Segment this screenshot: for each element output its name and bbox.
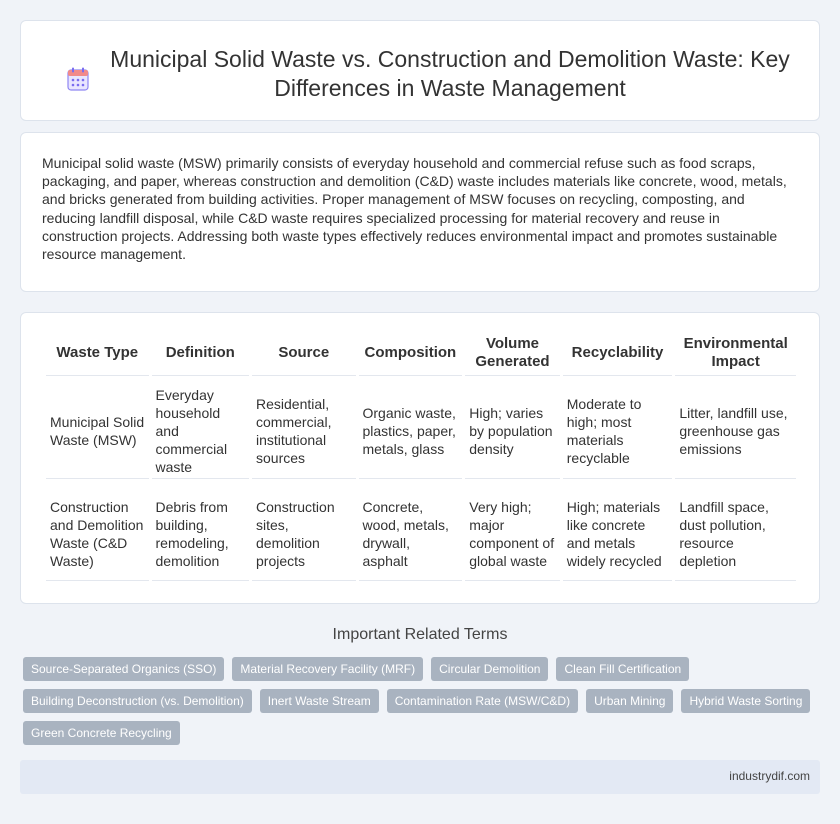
table-cell: Moderate to high; most materials recyclable — [563, 376, 673, 479]
table-cell: Municipal Solid Waste (MSW) — [46, 376, 149, 479]
table-cell: Construction and Demolition Waste (C&D Waste) — [46, 479, 149, 581]
related-term-tag[interactable]: Green Concrete Recycling — [23, 721, 180, 745]
related-term-tag[interactable]: Circular Demolition — [431, 657, 548, 681]
related-term-tag[interactable]: Contamination Rate (MSW/C&D) — [387, 689, 578, 713]
table-cell: Concrete, wood, metals, drywall, asphalt — [359, 479, 463, 581]
related-terms-title: Important Related Terms — [332, 626, 508, 643]
related-term-tag[interactable]: Clean Fill Certification — [556, 657, 689, 681]
intro-paragraph: Municipal solid waste (MSW) primarily consists of everyday household and commercial refuse such as food scraps, packaging, and paper, whereas construction and demolition (C&D) waste includes materials like concrete, wood, metals, and bricks generated from building activities. Proper management of MSW focuses on recycling, composting, and reducing landfill disposal, while C&D waste requires specialized processing for material recovery and reuse in construction projects. Addressing both waste types effectively reduces environmental impact and promotes sustainable resource management. — [42, 155, 787, 263]
table-cell: High; materials like concrete and metals widely recycled — [563, 479, 673, 581]
comparison-table — [43, 335, 799, 581]
related-term-tag[interactable]: Hybrid Waste Sorting — [681, 689, 810, 713]
related-term-tag[interactable]: Building Deconstruction (vs. Demolition) — [23, 689, 252, 713]
related-term-tag[interactable]: Urban Mining — [586, 689, 673, 713]
related-terms-list — [23, 657, 823, 745]
table-cell: Landfill space, dust pollution, resource depletion — [675, 479, 796, 581]
table-cell: High; varies by population density — [465, 376, 560, 479]
footer-site-link[interactable]: industrydif.com — [729, 769, 810, 783]
column-header: Source — [252, 335, 355, 376]
related-term-tag[interactable]: Source-Separated Organics (SSO) — [23, 657, 224, 681]
table-header-row — [46, 335, 796, 376]
page-title: Municipal Solid Waste vs. Construction and Demolition Waste: Key Differences in Waste Management — [110, 46, 790, 101]
column-header: Volume Generated — [465, 335, 560, 376]
table-row — [46, 376, 796, 479]
table-cell: Debris from building, remodeling, demolition — [152, 479, 250, 581]
table-cell: Everyday household and commercial waste — [152, 376, 250, 479]
column-header: Waste Type — [46, 335, 149, 376]
table-cell: Residential, commercial, institutional sources — [252, 376, 355, 479]
intro-card — [20, 132, 820, 292]
table-cell: Litter, landfill use, greenhouse gas emissions — [675, 376, 796, 479]
title-card — [20, 20, 820, 121]
table-cell: Very high; major component of global waste — [465, 479, 560, 581]
related-term-tag[interactable]: Material Recovery Facility (MRF) — [232, 657, 423, 681]
column-header: Recyclability — [563, 335, 673, 376]
table-cell: Organic waste, plastics, paper, metals, glass — [359, 376, 463, 479]
related-term-tag[interactable]: Inert Waste Stream — [260, 689, 379, 713]
table-cell: Construction sites, demolition projects — [252, 479, 355, 581]
column-header: Environmental Impact — [675, 335, 796, 376]
comparison-table-card — [20, 312, 820, 604]
table-row — [46, 479, 796, 581]
column-header: Composition — [359, 335, 463, 376]
footer — [20, 760, 820, 794]
column-header: Definition — [152, 335, 250, 376]
